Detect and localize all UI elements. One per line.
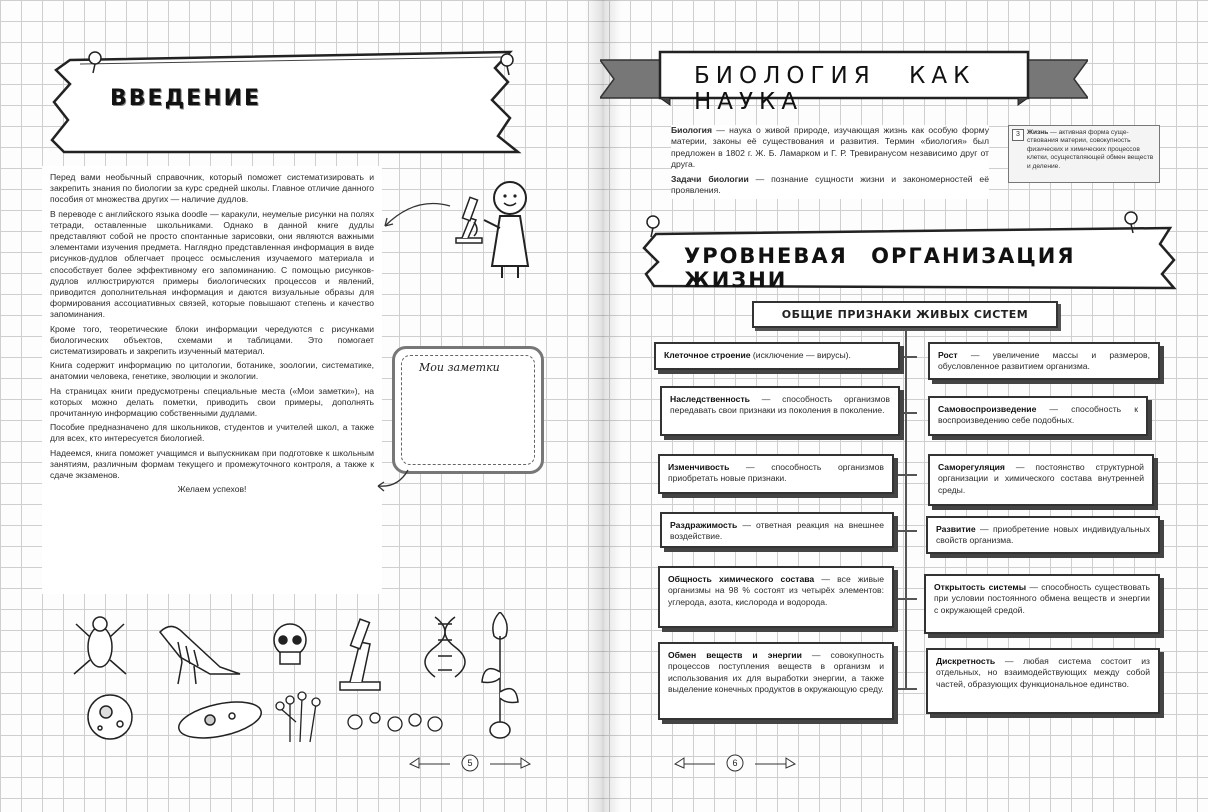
biology-paragraph [671,125,989,171]
intro-paragraph: Надеемся, книга поможет учащимся и выпускникам при подготовке к школьным занятиям, различным формам текущего и промежуточного контроля, а также к сдаче экзаменов. [50,447,374,481]
definition-text: — познание сущности жизни и закономерностей её проявления. [671,173,989,196]
pushpin-icon [84,50,106,74]
intro-paragraph: Перед вами необычный справочник, который поможет систематизировать и закрепить знания по биологии за курс средней школы. Главное отличие данного пособия от множества других — наличие дудлов. [50,172,374,205]
definition-text: — наука о живой природе, изучающая жизнь как особую форму материи, законы её существования и развития. Термин «биология» был предложен в 1802 г. Ж. Б. Ламарком и Г. Р. Тревиранусом независимо друг от друга. [671,125,989,170]
feature-box-development [926,516,1160,554]
feature-term: Наследственность [670,394,750,404]
side-note [1008,125,1160,183]
feature-term: Общность химического состава [668,574,815,584]
feature-box-reproduction [928,396,1148,436]
feature-text: — увеличение массы и размеров, обусловленное развитием организма. [938,350,1150,372]
curved-arrow-icon [375,196,455,236]
term-label: Биология [671,125,712,135]
mold-icon [276,692,320,742]
note-number: 3 [1012,129,1024,141]
feature-text: — совокупность процессов поступления веществ в организм и использования их для выработки энергии, а также выделение конечных продуктов в окружающую среду. [668,650,884,695]
tasks-paragraph [671,174,989,197]
feature-box-variability [658,454,894,494]
feature-text: — приобретение новых индивидуальных свойств организма. [936,524,1150,546]
pushpin-icon [642,214,664,238]
my-notes-card[interactable] [392,346,544,474]
feature-text: — ответная реакция на внешнее воздействие. [670,520,884,542]
feature-text: — все живые организмы на 98 % состоят из четырёх элементов: углерода, азота, кислорода и водорода. [668,574,884,607]
feature-box-self-regulation [928,454,1154,506]
pushpin-icon [496,52,518,76]
feature-text: — постоянство структурной организации и химического состава внутренней среды. [938,462,1144,495]
scientist-doodle-icon [440,178,550,288]
page-number-left: 5 [467,758,473,768]
microscope-icon [340,619,380,690]
feature-term: Раздражимость [670,520,738,530]
feature-text: — способность организмов приобретать новые признаки. [668,462,884,484]
notes-label: Мои заметки [419,361,500,374]
feature-term: Развитие [936,524,976,534]
feature-text: — способность организмов передавать свои признаки из поколения в поколение. [670,394,890,416]
dna-icon [425,617,465,677]
intro-paragraph: В переводе с английского языка doodle — каракули, неумелые рисунки на полях тетради, оставленные школьниками. Однако в данной книге дудлы представляют собой не просто спонтанные зарисовки, они являются важными элементами изучения предмета. Наглядно представленная информация в виде рисунков-дудлов облегчает процесс осмысления изучаемого материала и способствует более эффективному его запоминанию. С помощью рисунков-дудлов иллюстрируются примеры биологических процессов и явлений, приводится дополнительная информация и даются визуальные образы для формирования ассоциативных связей, которые повышают степень и качество запоминания. [50,208,374,320]
biology-definition [671,125,989,199]
feature-text: (исключение — вирусы). [750,350,851,360]
feature-box-metabolism [658,642,894,720]
note-term: Жизнь [1027,129,1049,136]
feature-box-openness [924,574,1160,634]
biology-doodles [70,612,530,752]
feature-box-discreteness [926,648,1160,714]
page-title: БИОЛОГИЯ КАК НАУКА [694,63,976,115]
page-number-right: 6 [732,758,738,768]
cell-icon [88,695,132,739]
connector [895,474,917,476]
feature-term: Дискретность [936,656,996,666]
intro-paragraph: Пособие предназначено для школьников, студентов и учителей школ, а также для всех, кто интересуется биологией. [50,422,374,444]
frog-icon [74,617,126,674]
feature-term: Рост [938,350,958,360]
feature-box-chemical [658,566,894,628]
flower-icon [482,612,518,738]
feature-text: — любая система состоит из отдельных, но взаимодействующих между собой частей, образующих функциональное единство. [936,656,1150,689]
intro-paragraph: Книга содержит информацию по цитологии, ботанике, зоологии, систематике, анатомии человека, генетике, эволюции и экологии. [50,360,374,382]
feature-box-irritability [660,512,894,548]
feature-box-cellular [654,342,900,370]
skull-icon [274,624,306,664]
term-label: Задачи биологии [671,173,749,184]
feature-term: Клеточное строение [664,350,751,360]
feature-term: Открытость системы [934,582,1027,592]
feature-term: Обмен веществ и энергии [668,650,802,660]
connector-trunk [905,328,907,688]
curved-arrow-icon [372,466,412,496]
closing-line: Желаем успехов! [177,484,247,495]
section-title: УРОВНЕВАЯ ОРГАНИЗАЦИЯ ЖИЗНИ [684,244,1076,292]
feature-term: Самовоспроизведение [938,404,1037,414]
intro-banner [40,48,530,156]
connector [895,688,917,690]
bird-skeleton-icon [160,626,240,684]
intro-paragraph: Кроме того, теоретические блоки информации чередуются с рисунками биологических объектов, схемами и таблицами. Это помогает систематизировать и закрепить изученный материал. [50,323,374,357]
connector [895,530,917,532]
feature-term: Изменчивость [668,462,730,472]
levels-banner [640,222,1180,292]
paramecium-icon [176,696,265,745]
biology-banner [600,50,1088,115]
connector [895,598,917,600]
introduction-text [42,166,382,594]
pushpin-icon [1120,210,1142,234]
page-title: ВВЕДЕНИЕ [110,86,262,111]
note-text: — активная форма существования материи, совокупность физических и химических процессов клетки, осуществляющей обмен веществ и деление. [1027,129,1154,170]
book-gutter [585,0,621,812]
feature-text: — способность к воспроизведению себе подобных. [938,404,1138,426]
feature-box-growth [928,342,1160,380]
feature-box-heredity [660,386,900,436]
intro-paragraph: На страницах книги предусмотрены специальные места («Мои заметки»), на которых можно делать пометки, приводить свои примеры, дополнять прочитанную информацию собственными дудлами. [50,385,374,419]
feature-term: Саморегуляция [938,462,1005,472]
feature-text: — способность существовать при условии постоянного обмена веществ и энергии с окружающей средой. [934,582,1151,615]
microbes-icon [348,713,442,731]
systems-header: ОБЩИЕ ПРИЗНАКИ ЖИВЫХ СИСТЕМ [752,301,1058,328]
